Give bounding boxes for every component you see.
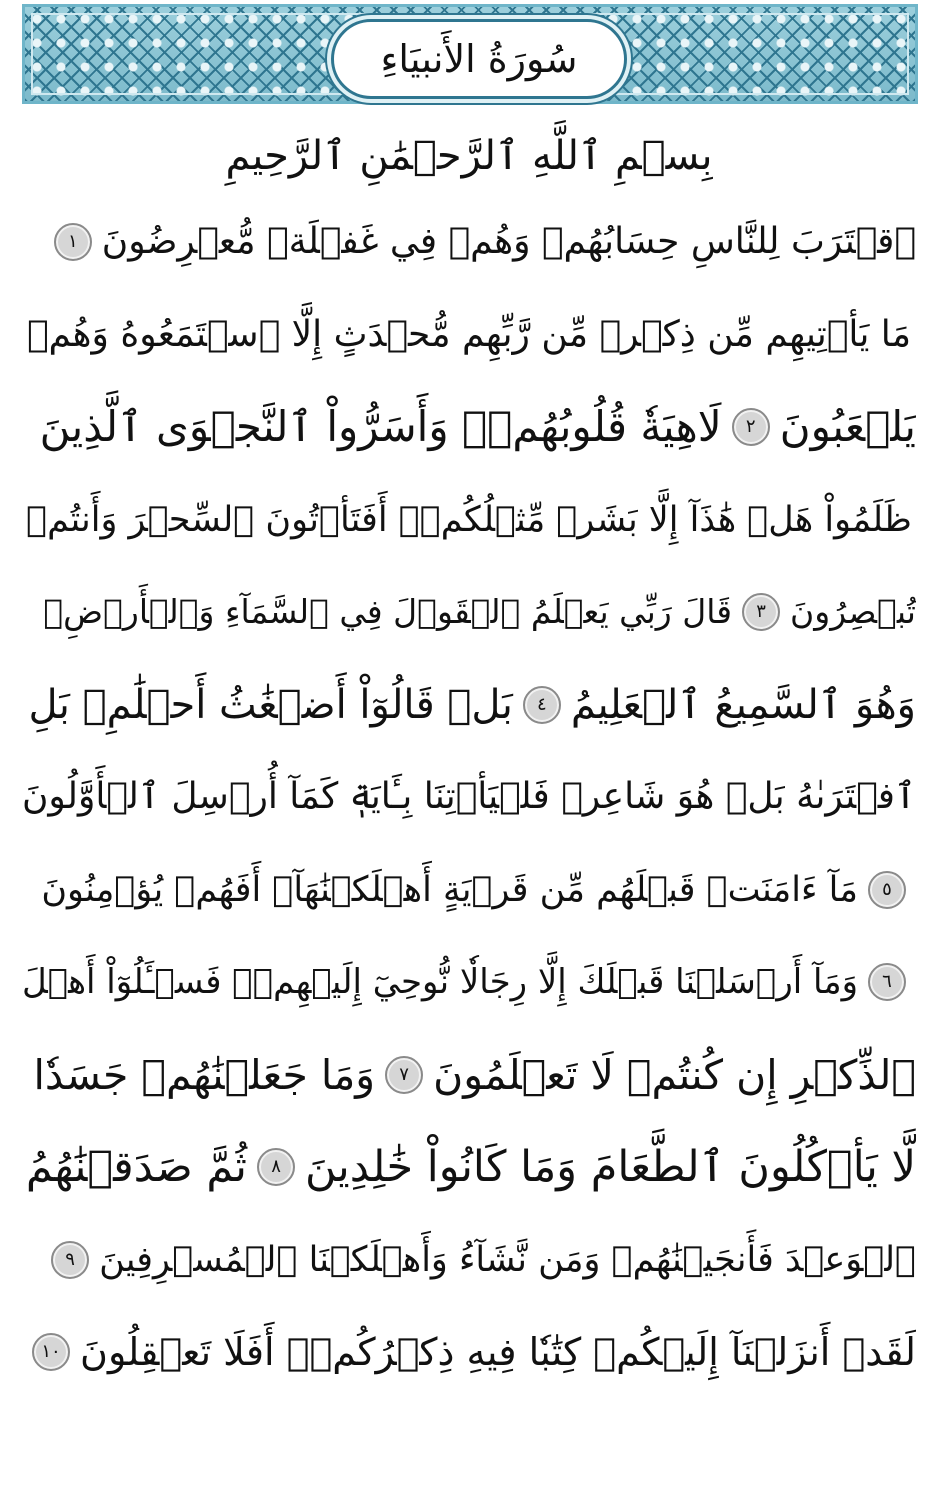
verse-line	[22, 1029, 916, 1121]
ayah-number-marker: ٢	[732, 408, 770, 446]
verse-text: يَلۡعَبُونَ	[779, 402, 916, 451]
verse-text: لَاهِيَةٗ قُلُوبُهُمۡۗ وَأَسَرُّواْ ٱلنَّجۡوَى ٱلَّذِينَ	[39, 402, 722, 451]
verse-line	[22, 1306, 916, 1398]
verse-text: قَالَ رَبِّي يَعۡلَمُ ٱلۡقَوۡلَ فِي ٱلسَّمَآءِ وَٱلۡأَرۡضِۖ	[43, 592, 733, 631]
verse-line-content	[44, 196, 916, 288]
verse-text: ٱلذِّكۡرِ إِن كُنتُمۡ لَا تَعۡلَمُونَ	[433, 1050, 916, 1099]
surah-header-band	[22, 4, 918, 104]
verse-text: وَمَا جَعَلۡنَٰهُمۡ جَسَدٗا	[33, 1050, 376, 1099]
verse-line-content	[41, 844, 916, 936]
verse-text: بَلۡ قَالُوٓاْ أَضۡغَٰثُ أَحۡلَٰمِۭ بَلِ	[28, 681, 513, 728]
verse-text: ٱفۡتَرَىٰهُ بَلۡ هُوَ شَاعِرٞ فَلۡيَأۡتِنَا بِـَٔايَةٖ كَمَآ أُرۡسِلَ ٱلۡأَوَّلُونَ	[22, 776, 916, 817]
verse-line	[22, 659, 916, 751]
ayah-number-marker: ٥	[868, 871, 906, 909]
verse-line	[22, 381, 916, 473]
verse-text: مَآ ءَامَنَتۡ قَبۡلَهُم مِّن قَرۡيَةٍ أَهۡلَكۡنَٰهَآۖ أَفَهُمۡ يُؤۡمِنُونَ	[41, 869, 858, 910]
ayah-number-marker: ١	[54, 223, 92, 261]
ayah-number-marker: ١٠	[32, 1333, 70, 1371]
verse-text: ظَلَمُواْ هَلۡ هَٰذَآ إِلَّا بَشَرٞ مِّثۡلُكُمۡۖ أَفَتَأۡتُونَ ٱلسِّحۡرَ وَأَنتُمۡ	[26, 499, 912, 540]
verse-text: ثُمَّ صَدَقۡنَٰهُمُ	[25, 1142, 248, 1192]
verse-line-content	[22, 751, 916, 843]
basmala: بِسۡمِ ٱللَّهِ ٱلرَّحۡمَٰنِ ٱلرَّحِيمِ	[225, 133, 713, 179]
verse-line	[22, 1214, 916, 1306]
ayah-number-marker: ٦	[868, 963, 906, 1001]
ayah-number-marker: ٤	[523, 686, 561, 724]
verse-line	[22, 474, 916, 566]
verse-line-content	[26, 474, 912, 566]
verse-line-content	[26, 1121, 916, 1213]
verse-text: وَمَآ أَرۡسَلۡنَا قَبۡلَكَ إِلَّا رِجَالٗا نُّوحِيٓ إِلَيۡهِمۡۖ فَسۡـَٔلُوٓاْ أَهۡلَ	[22, 962, 858, 1002]
verse-line	[22, 566, 916, 658]
verse-line	[22, 1121, 916, 1213]
verse-line-content	[27, 289, 911, 381]
verse-line-content	[33, 1029, 916, 1121]
ayah-number-marker: ٨	[257, 1148, 295, 1186]
verse-line	[22, 751, 916, 843]
verse-line-content	[40, 381, 916, 473]
verse-text: ٱلۡوَعۡدَ فَأَنجَيۡنَٰهُمۡ وَمَن نَّشَآءُ وَأَهۡلَكۡنَا ٱلۡمُسۡرِفِينَ	[99, 1239, 916, 1280]
verse-text: لَّا يَأۡكُلُونَ ٱلطَّعَامَ وَمَا كَانُواْ خَٰلِدِينَ	[305, 1142, 916, 1192]
verse-line-content	[43, 566, 916, 658]
surah-title: سُورَةُ الأَنبيَاءِ	[380, 37, 578, 81]
verse-text: مَا يَأۡتِيهِم مِّن ذِكۡرٖ مِّن رَّبِّهِم مُّحۡدَثٍ إِلَّا ٱسۡتَمَعُوهُ وَهُمۡ	[26, 313, 912, 355]
verse-text: ٱقۡتَرَبَ لِلنَّاسِ حِسَابُهُمۡ وَهُمۡ فِي غَفۡلَةٖ مُّعۡرِضُونَ	[101, 221, 916, 262]
ayah-number-marker: ٧	[385, 1056, 423, 1094]
verse-line-content	[22, 1306, 916, 1398]
verse-line-content	[22, 936, 916, 1028]
verse-text: وَهُوَ ٱلسَّمِيعُ ٱلۡعَلِيمُ	[570, 681, 916, 728]
surah-title-cartouche	[331, 19, 627, 99]
verse-line	[22, 844, 916, 936]
ayah-number-marker: ٣	[742, 593, 780, 631]
verse-line	[22, 936, 916, 1028]
ayah-number-marker: ٩	[51, 1241, 89, 1279]
verse-line	[22, 196, 916, 288]
verse-line-content	[41, 1214, 916, 1306]
verse-text: لَقَدۡ أَنزَلۡنَآ إِلَيۡكُمۡ كِتَٰبٗا فِيهِ ذِكۡرُكُمۡۚ أَفَلَا تَعۡقِلُونَ	[80, 1330, 916, 1374]
verse-text: تُبۡصِرُونَ	[790, 592, 916, 631]
verse-line	[22, 289, 916, 381]
verse-line-content	[28, 659, 916, 751]
